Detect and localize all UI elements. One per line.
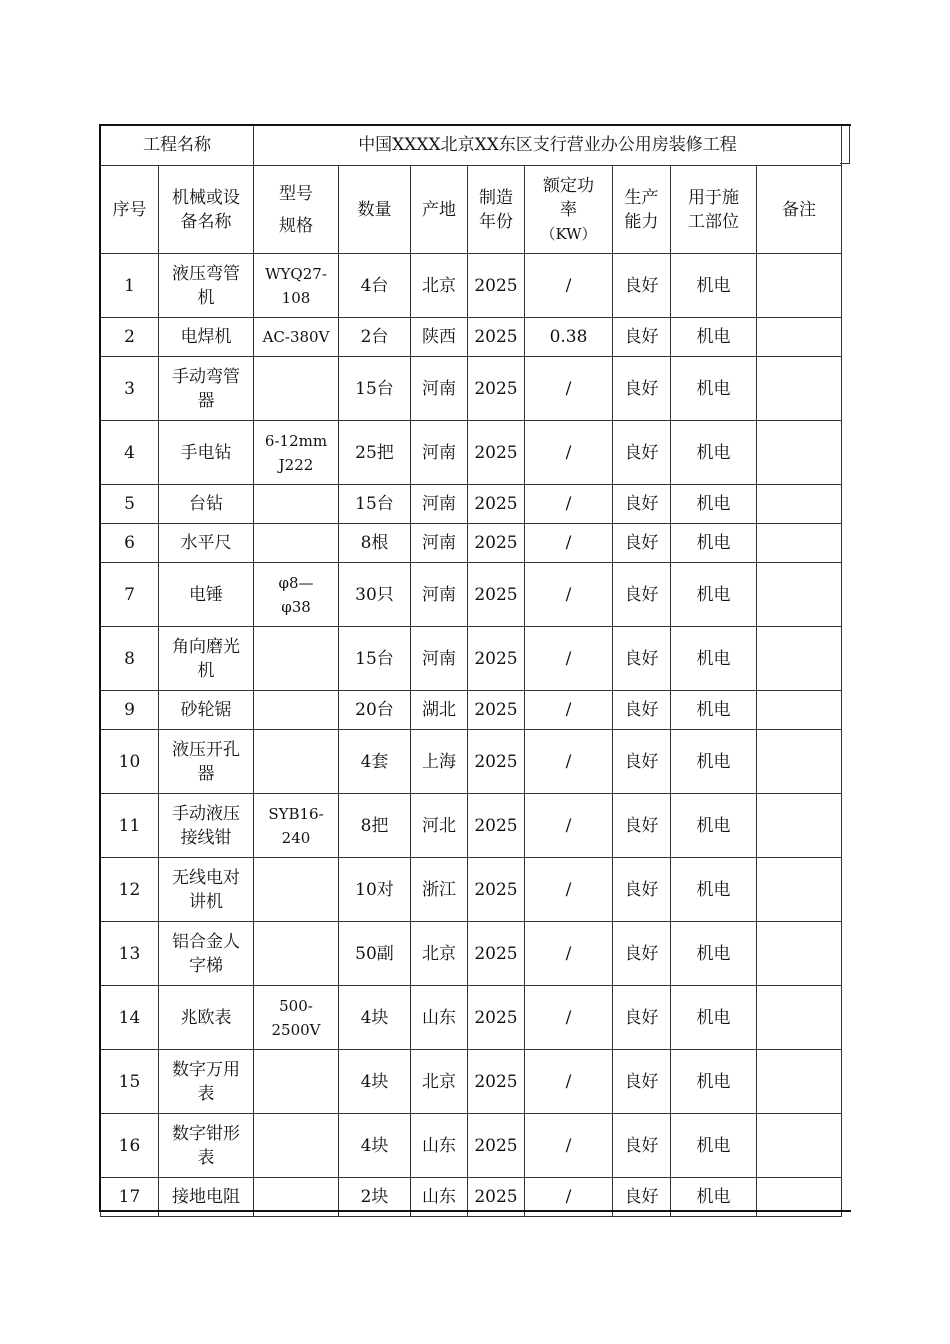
table-row (101, 318, 842, 357)
cell-year: 2025 (468, 986, 525, 1050)
cell-year: 2025 (468, 691, 525, 730)
cell-usage: 机电 (671, 357, 757, 421)
cell-power: / (525, 794, 613, 858)
cell-year: 2025 (468, 357, 525, 421)
table-row (101, 485, 842, 524)
cell-year: 2025 (468, 563, 525, 627)
cell-origin: 河南 (411, 627, 468, 691)
table-row (101, 730, 842, 794)
cell-power: / (525, 1178, 613, 1217)
cell-notes (757, 922, 842, 986)
header-usage (671, 166, 757, 254)
cell-notes (757, 986, 842, 1050)
cell-power: / (525, 563, 613, 627)
cell-origin: 山东 (411, 1114, 468, 1178)
cell-seq: 9 (101, 691, 159, 730)
cell-power: / (525, 254, 613, 318)
cell-usage: 机电 (671, 563, 757, 627)
cell-origin: 陕西 (411, 318, 468, 357)
cell-name-line: 数字钳形 (172, 1123, 240, 1144)
cell-notes (757, 421, 842, 485)
cell-origin: 湖北 (411, 691, 468, 730)
cell-name-line: 电锤 (189, 584, 223, 605)
cell-name (159, 922, 254, 986)
cell-notes (757, 524, 842, 563)
table-row (101, 254, 842, 318)
cell-notes (757, 1050, 842, 1114)
cell-capacity: 良好 (613, 922, 671, 986)
cell-year: 2025 (468, 627, 525, 691)
cell-origin: 河南 (411, 485, 468, 524)
cell-name-line: 无线电对 (172, 867, 240, 888)
cell-model-line: φ8— (278, 573, 314, 592)
cell-usage: 机电 (671, 1178, 757, 1217)
cell-capacity: 良好 (613, 730, 671, 794)
equipment-table (100, 124, 842, 1217)
cell-origin: 河北 (411, 794, 468, 858)
cell-name-line: 机 (197, 660, 215, 681)
cell-capacity: 良好 (613, 691, 671, 730)
cell-model-line: 6-12mm (264, 431, 328, 450)
cell-seq: 8 (101, 627, 159, 691)
cell-power: / (525, 1114, 613, 1178)
cell-name-line: 表 (197, 1147, 215, 1168)
header-capacity-line: 能力 (624, 211, 659, 232)
cell-model-line: AC-380V (262, 328, 330, 346)
cell-usage: 机电 (671, 986, 757, 1050)
cell-usage: 机电 (671, 1114, 757, 1178)
cell-power: / (525, 986, 613, 1050)
cell-origin: 上海 (411, 730, 468, 794)
cell-origin: 北京 (411, 1050, 468, 1114)
cell-seq: 2 (101, 318, 159, 357)
cell-name (159, 794, 254, 858)
header-origin: 产地 (411, 166, 468, 254)
cell-year: 2025 (468, 524, 525, 563)
cell-qty: 20台 (339, 691, 411, 730)
cell-name (159, 730, 254, 794)
cell-notes (757, 318, 842, 357)
cell-capacity: 良好 (613, 1178, 671, 1217)
header-power-line: 率 (560, 199, 577, 220)
cell-name-line: 器 (197, 763, 215, 784)
cell-usage: 机电 (671, 318, 757, 357)
cell-power: / (525, 922, 613, 986)
cell-capacity: 良好 (613, 485, 671, 524)
table-bottom-border (99, 1210, 851, 1212)
cell-model-line: SYB16- (268, 804, 324, 823)
project-label: 工程名称 (101, 125, 254, 166)
project-row (101, 125, 842, 166)
cell-notes (757, 357, 842, 421)
cell-power: / (525, 730, 613, 794)
cell-name-line: 数字万用 (172, 1059, 240, 1080)
cell-model (254, 1114, 339, 1178)
table-row (101, 563, 842, 627)
cell-name (159, 318, 254, 357)
cell-origin: 山东 (411, 1178, 468, 1217)
cell-year: 2025 (468, 730, 525, 794)
cell-seq: 17 (101, 1178, 159, 1217)
table-row (101, 1050, 842, 1114)
cell-name-line: 手动弯管 (172, 366, 240, 387)
cell-origin: 河南 (411, 421, 468, 485)
cell-capacity: 良好 (613, 986, 671, 1050)
cell-seq: 15 (101, 1050, 159, 1114)
cell-usage: 机电 (671, 421, 757, 485)
cell-power: / (525, 858, 613, 922)
cell-seq: 4 (101, 421, 159, 485)
cell-power: / (525, 691, 613, 730)
cell-qty: 4块 (339, 986, 411, 1050)
cell-usage: 机电 (671, 922, 757, 986)
cell-notes (757, 563, 842, 627)
cell-name-line: 液压弯管 (172, 263, 240, 284)
cell-seq: 11 (101, 794, 159, 858)
cell-name (159, 485, 254, 524)
cell-year: 2025 (468, 254, 525, 318)
cell-qty: 4套 (339, 730, 411, 794)
table-row (101, 986, 842, 1050)
cell-model-line: φ38 (281, 597, 311, 616)
cell-year: 2025 (468, 1114, 525, 1178)
cell-model (254, 730, 339, 794)
header-power (525, 166, 613, 254)
header-usage-line: 工部位 (688, 211, 739, 232)
cell-capacity: 良好 (613, 357, 671, 421)
cell-notes (757, 691, 842, 730)
table-row (101, 794, 842, 858)
cell-usage: 机电 (671, 1050, 757, 1114)
header-row (101, 166, 842, 254)
header-year-line: 制造 (479, 187, 513, 208)
header-model-line: 型号 (279, 183, 313, 204)
cell-seq: 10 (101, 730, 159, 794)
cell-capacity: 良好 (613, 1050, 671, 1114)
cell-name-line: 接线钳 (180, 827, 232, 848)
cell-year: 2025 (468, 421, 525, 485)
cell-capacity: 良好 (613, 1114, 671, 1178)
cell-model (254, 254, 339, 318)
cell-name (159, 563, 254, 627)
project-name: 中国XXXX北京XX东区支行营业办公用房装修工程 (254, 125, 842, 166)
cell-year: 2025 (468, 318, 525, 357)
cell-name (159, 1050, 254, 1114)
cell-model (254, 1050, 339, 1114)
cell-qty: 30只 (339, 563, 411, 627)
cell-capacity: 良好 (613, 318, 671, 357)
cell-qty: 2块 (339, 1178, 411, 1217)
header-year (468, 166, 525, 254)
header-name-line: 备名称 (180, 211, 232, 232)
cell-qty: 15台 (339, 627, 411, 691)
cell-name (159, 691, 254, 730)
cell-year: 2025 (468, 485, 525, 524)
cell-name-line: 讲机 (189, 891, 223, 912)
cell-usage: 机电 (671, 524, 757, 563)
cell-capacity: 良好 (613, 858, 671, 922)
cell-qty: 25把 (339, 421, 411, 485)
cell-model (254, 858, 339, 922)
header-name-line: 机械或设 (172, 187, 240, 208)
header-capacity-line: 生产 (624, 187, 659, 208)
table-row (101, 421, 842, 485)
cell-name-line: 水平尺 (180, 533, 232, 553)
cell-model-line: WYQ27- (265, 264, 327, 283)
table-row (101, 922, 842, 986)
cell-model (254, 563, 339, 627)
cell-usage: 机电 (671, 794, 757, 858)
cell-power: / (525, 421, 613, 485)
cell-origin: 浙江 (411, 858, 468, 922)
cell-qty: 2台 (339, 318, 411, 357)
cell-name-line: 字梯 (189, 955, 223, 976)
cell-name (159, 858, 254, 922)
cell-notes (757, 485, 842, 524)
header-power-line: 额定功 (543, 175, 594, 196)
cell-name-line: 接地电阻 (172, 1187, 240, 1207)
header-capacity (613, 166, 671, 254)
cell-capacity: 良好 (613, 627, 671, 691)
header-usage-line: 用于施 (688, 187, 739, 208)
cell-qty: 4台 (339, 254, 411, 318)
header-model (254, 166, 339, 254)
cell-capacity: 良好 (613, 254, 671, 318)
cell-usage: 机电 (671, 254, 757, 318)
table-row (101, 858, 842, 922)
cell-model (254, 318, 339, 357)
cell-notes (757, 1114, 842, 1178)
cell-year: 2025 (468, 922, 525, 986)
cell-name (159, 627, 254, 691)
cell-name (159, 986, 254, 1050)
cell-power: / (525, 357, 613, 421)
cell-qty: 10对 (339, 858, 411, 922)
cell-origin: 北京 (411, 254, 468, 318)
cell-qty: 50副 (339, 922, 411, 986)
cell-name-line: 机 (197, 287, 215, 308)
header-name (159, 166, 254, 254)
cell-name-line: 砂轮锯 (180, 700, 232, 720)
cell-model-line: 500- (279, 996, 313, 1015)
cell-capacity: 良好 (613, 421, 671, 485)
cell-notes (757, 730, 842, 794)
cell-name-line: 兆欧表 (180, 1007, 232, 1028)
cell-model (254, 421, 339, 485)
cell-model (254, 357, 339, 421)
cell-power: / (525, 627, 613, 691)
cell-usage: 机电 (671, 730, 757, 794)
cell-year: 2025 (468, 1050, 525, 1114)
cell-model (254, 485, 339, 524)
cell-usage: 机电 (671, 858, 757, 922)
table-row (101, 357, 842, 421)
cell-qty: 8把 (339, 794, 411, 858)
cell-power: / (525, 524, 613, 563)
cell-seq: 12 (101, 858, 159, 922)
table-row (101, 691, 842, 730)
cell-model-line: 2500V (271, 1020, 321, 1039)
cell-name (159, 524, 254, 563)
cell-qty: 4块 (339, 1050, 411, 1114)
cell-model (254, 627, 339, 691)
header-power-line: （KW） (540, 224, 597, 243)
cell-usage: 机电 (671, 627, 757, 691)
cell-name-line: 铝合金人 (172, 931, 240, 952)
cell-power: 0.38 (525, 318, 613, 357)
header-year-line: 年份 (479, 211, 513, 232)
cell-name-line: 角向磨光 (172, 636, 240, 657)
cell-seq: 1 (101, 254, 159, 318)
cell-seq: 14 (101, 986, 159, 1050)
cell-capacity: 良好 (613, 794, 671, 858)
header-qty: 数量 (339, 166, 411, 254)
cell-seq: 5 (101, 485, 159, 524)
cell-year: 2025 (468, 794, 525, 858)
cell-model (254, 524, 339, 563)
cell-model-line: J222 (278, 455, 314, 474)
cell-model (254, 794, 339, 858)
cell-qty: 15台 (339, 357, 411, 421)
cell-model (254, 922, 339, 986)
header-seq: 序号 (101, 166, 159, 254)
cell-name (159, 1114, 254, 1178)
cell-origin: 河南 (411, 524, 468, 563)
cell-model (254, 691, 339, 730)
equipment-document (100, 124, 842, 1217)
cell-usage: 机电 (671, 691, 757, 730)
cell-model-line: 108 (281, 288, 311, 307)
cell-seq: 13 (101, 922, 159, 986)
cell-notes (757, 794, 842, 858)
cell-seq: 7 (101, 563, 159, 627)
cell-power: / (525, 485, 613, 524)
cell-name (159, 254, 254, 318)
cell-name-line: 器 (197, 390, 215, 411)
cell-origin: 河南 (411, 357, 468, 421)
cell-capacity: 良好 (613, 524, 671, 563)
cell-name-line: 表 (197, 1083, 215, 1104)
table-top-border (99, 124, 851, 126)
cell-notes (757, 254, 842, 318)
cell-name-line: 电焊机 (180, 327, 232, 347)
cell-seq: 6 (101, 524, 159, 563)
cell-origin: 河南 (411, 563, 468, 627)
cell-seq: 16 (101, 1114, 159, 1178)
header-notes: 备注 (757, 166, 842, 254)
cell-power: / (525, 1050, 613, 1114)
table-row (101, 524, 842, 563)
cell-notes (757, 627, 842, 691)
cell-qty: 4块 (339, 1114, 411, 1178)
header-model-line: 规格 (279, 215, 313, 236)
table-row (101, 627, 842, 691)
cell-name-line: 手动液压 (172, 803, 240, 824)
cell-name-line: 手电钻 (180, 442, 232, 463)
cell-notes (757, 858, 842, 922)
cell-name (159, 357, 254, 421)
cell-origin: 北京 (411, 922, 468, 986)
cell-model (254, 986, 339, 1050)
cell-qty: 15台 (339, 485, 411, 524)
cell-name (159, 421, 254, 485)
cell-origin: 山东 (411, 986, 468, 1050)
cell-year: 2025 (468, 1178, 525, 1217)
cell-year: 2025 (468, 858, 525, 922)
cell-usage: 机电 (671, 485, 757, 524)
table-left-border (99, 124, 101, 1212)
cell-model-line: 240 (281, 828, 311, 847)
cell-capacity: 良好 (613, 563, 671, 627)
cell-name-line: 台钻 (189, 494, 223, 514)
table-row (101, 1114, 842, 1178)
cell-name-line: 液压开孔 (172, 739, 240, 760)
cell-qty: 8根 (339, 524, 411, 563)
cell-seq: 3 (101, 357, 159, 421)
